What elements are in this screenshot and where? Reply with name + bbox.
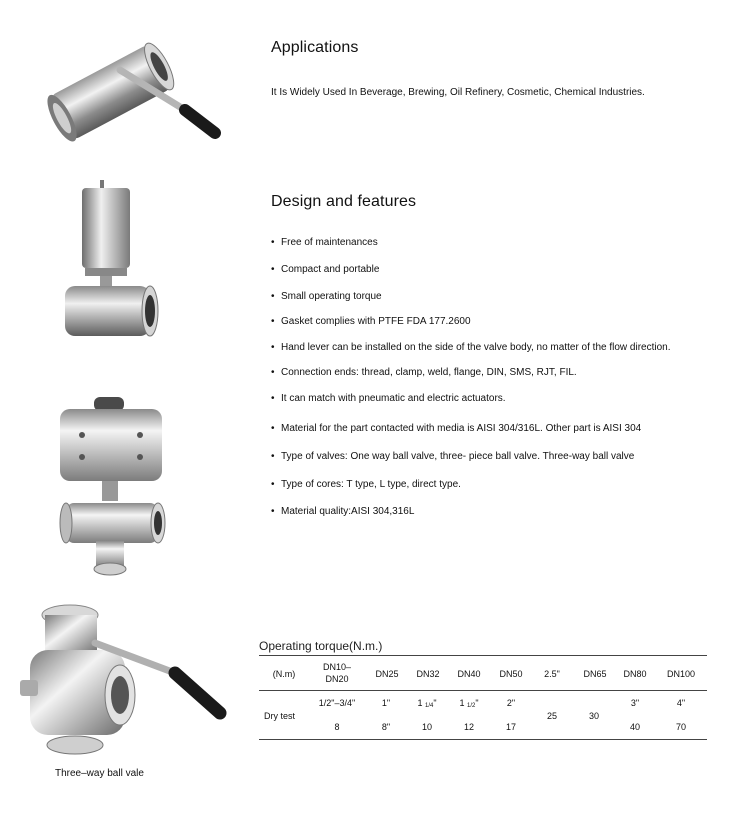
table-cell: 1" [381,698,391,708]
table-header-cell: 2.5" [544,669,560,679]
table-header-cell: (N.m) [272,669,296,679]
feature-item: • It can match with pneumatic and electric actuators. [271,393,506,404]
three-way-ball-valve-image [15,595,230,760]
manual-ball-valve-image [35,30,230,150]
table-cell: 12 [463,722,475,732]
applications-text: It Is Widely Used In Beverage, Brewing, Oil Refinery, Cosmetic, Chemical Industries. [271,87,645,98]
table-cell: 30 [588,711,600,721]
feature-item: • Type of cores: T type, L type, direct type. [271,479,461,490]
table-cell: 4" [676,698,686,708]
table-cell: 10 [421,722,433,732]
table-cell: 40 [629,722,641,732]
table-header-cell: DN32 [416,669,440,679]
table-cell: 1/2"–3/4" [318,698,356,708]
table-cell: 1 1/2" [459,698,479,709]
table-cell: 25 [546,711,558,721]
table-header-rule [259,690,707,691]
table-header-cell: DN40 [457,669,481,679]
feature-item: • Gasket complies with PTFE FDA 177.2600 [271,316,471,327]
applications-title: Applications [271,39,359,56]
table-cell: 70 [675,722,687,732]
image-caption: Three–way ball vale [55,768,144,779]
feature-item: • Compact and portable [271,264,379,275]
feature-item: • Free of maintenances [271,237,378,248]
feature-item: • Material quality:AISI 304,316L [271,506,414,517]
table-header-cell: DN80 [623,669,647,679]
feature-item: • Material for the part contacted with media is AISI 304/316L. Other part is AISI 304 [271,423,641,434]
feature-item: • Connection ends: thread, clamp, weld, flange, DIN, SMS, RJT, FIL. [271,367,577,378]
pneumatic-three-way-valve-image [52,395,170,580]
table-cell: 8" [381,722,391,732]
table-cell: 2" [506,698,516,708]
table-header-cell: DN25 [375,669,399,679]
table-header-cell: DN65 [583,669,607,679]
table-header-cell: DN50 [499,669,523,679]
table-cell: 3" [630,698,640,708]
feature-item: • Hand lever can be installed on the side of the valve body, no matter of the flow direction. [271,342,671,353]
pneumatic-ball-valve-image [55,178,165,348]
feature-item: • Type of valves: One way ball valve, three- piece ball valve. Three-way ball valve [271,451,634,462]
table-header-cell: DN100 [666,669,696,679]
table-header-cell: DN10– DN20 [322,662,352,684]
table-cell: 1 1/4" [417,698,437,709]
torque-table-title: Operating torque(N.m.) [259,639,383,653]
table-bottom-rule [259,739,707,740]
table-row-label: Dry test [264,711,296,721]
table-cell: 17 [505,722,517,732]
table-top-rule [259,655,707,656]
design-features-title: Design and features [271,193,417,210]
feature-item: • Small operating torque [271,291,382,302]
table-cell: 8 [334,722,340,732]
